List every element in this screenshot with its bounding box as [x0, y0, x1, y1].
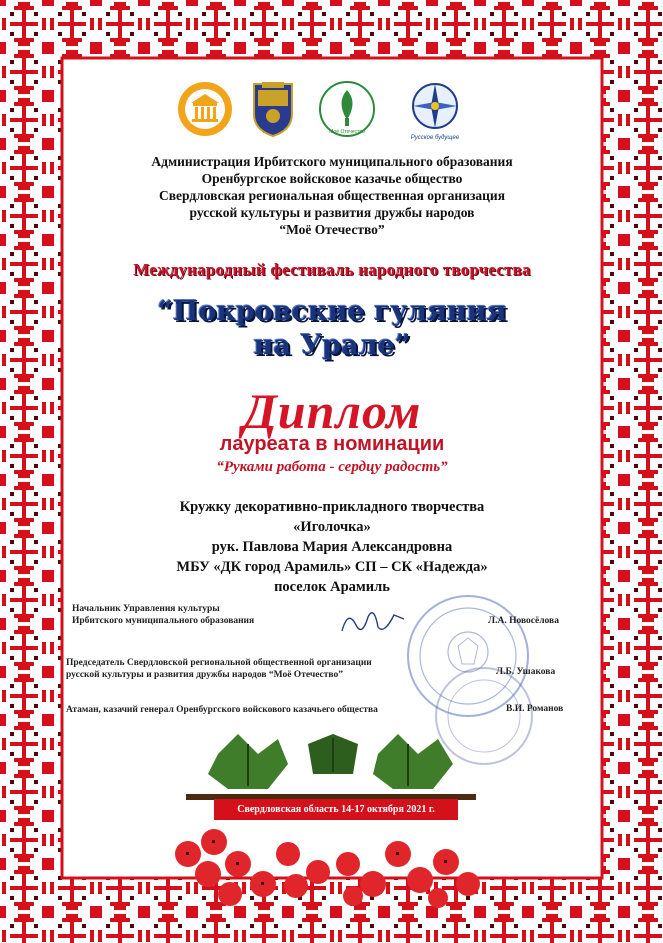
date-location-banner: Свердловская область 14-17 октября 2021 г.: [214, 799, 458, 820]
organization-line: Оренбургское войсковое казачье общество: [201, 171, 463, 186]
organization-line: Администрация Ирбитского муниципального образования: [151, 154, 513, 169]
rowan-leaves: [208, 734, 453, 789]
signature-title: [72, 603, 254, 627]
building-emblem-icon: [176, 80, 234, 138]
organization-line: “Моё Отечество”: [279, 222, 385, 237]
coat-of-arms-icon: [244, 80, 302, 138]
organization-line: русской культуры и развития дружбы народов: [189, 205, 475, 220]
festival-name-line1: “Покровские гуляния: [157, 296, 507, 327]
signature-name: Л.А. Новосёлова: [488, 616, 559, 626]
handwritten-signature: [338, 605, 408, 641]
signature-title-line: Председатель Свердловской региональной общественной организации: [66, 658, 372, 668]
diploma-heading: Диплом: [242, 383, 422, 439]
signature-title-line: русской культуры и развития дружбы народов “Моё Отечество”: [66, 670, 343, 680]
logo-caption: Моё Отечество: [329, 129, 365, 135]
organization-line: Свердловская региональная общественная организация: [158, 188, 506, 203]
signature-title-line: Атаман, казачий генерал Оренбургского войскового казачьего общества: [66, 705, 378, 715]
signature-name: Л.Б. Ушакова: [496, 667, 556, 677]
festival-title: Международный фестиваль народного творчества: [133, 260, 531, 279]
recipient-line: поселок Арамиль: [274, 579, 390, 595]
moe-otechestvo-emblem-icon: [318, 80, 376, 138]
logo-caption: Русское будущее: [410, 135, 460, 141]
laureate-text: лауреата в номинации: [219, 433, 445, 455]
recipient-block: [72, 497, 592, 597]
signature-title: [66, 704, 466, 716]
organizations-block: [72, 153, 592, 238]
signature-name: В.И. Романов: [506, 704, 564, 714]
recipient-line: рук. Павлова Мария Александровна: [211, 539, 453, 555]
recipient-line: Кружку декоративно-прикладного творчества: [179, 499, 485, 515]
nomination-title: “Руками работа - сердцу радость”: [216, 459, 448, 475]
signature-title-line: Начальник Управления культуры: [72, 604, 220, 614]
signature-title: [66, 657, 426, 681]
compass-emblem-icon: [402, 76, 468, 142]
rowan-embroidery-image: [168, 734, 498, 908]
rowan-berries: [175, 829, 480, 908]
festival-name-line2: на Урале”: [253, 330, 411, 361]
signature-title-line: Ирбитского муниципального образования: [72, 616, 255, 626]
recipient-line: «Иголочка»: [293, 519, 371, 535]
recipient-line: МБУ «ДК город Арамиль» СП – СК «Надежда»: [176, 559, 488, 575]
